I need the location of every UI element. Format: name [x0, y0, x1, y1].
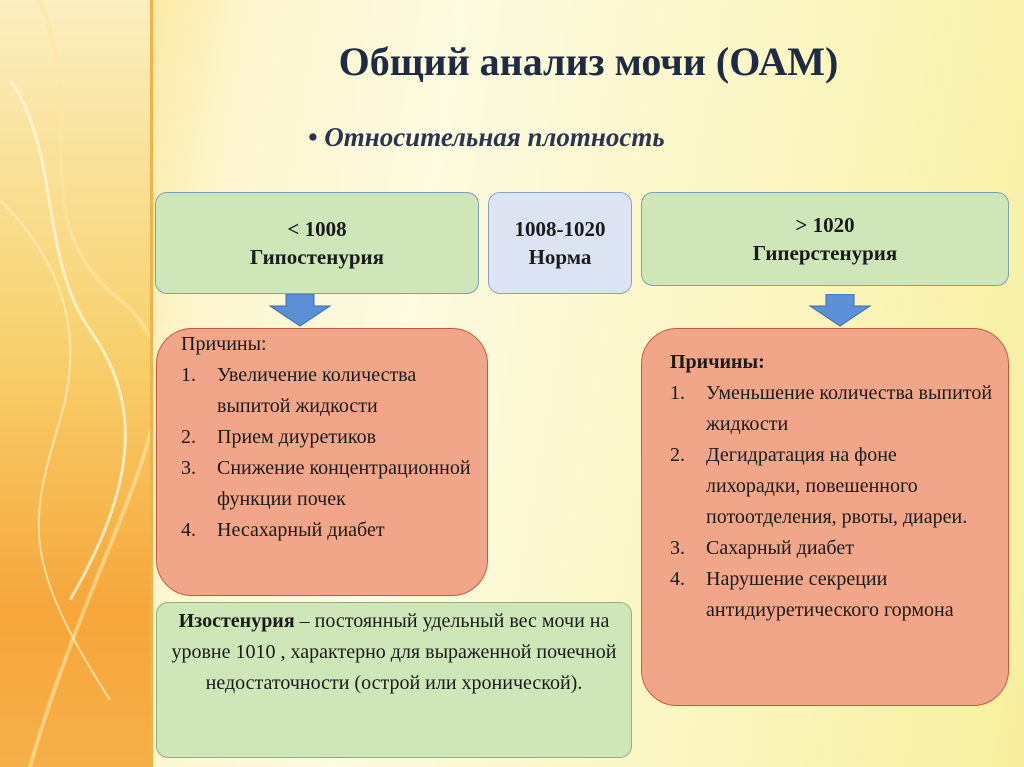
isosthenuria-box [156, 602, 632, 758]
list-item: 2. Прием диуретиков [181, 426, 377, 448]
down-arrow-icon [266, 294, 334, 328]
hyposthenuria-causes [156, 328, 488, 596]
hyposthenuria-label: Гипостенурия [250, 245, 384, 269]
norm-range: 1008-1020 [514, 217, 606, 241]
down-arrow-icon [806, 294, 874, 328]
hyposthenuria-box [155, 192, 479, 294]
list-item: 1. Увеличение количества выпитой жидкости [181, 364, 417, 417]
hypersthenuria-causes [641, 328, 1009, 706]
causes-heading: Причины: [670, 351, 765, 373]
list-item: 3. Снижение концентрационной функции почек [181, 457, 471, 510]
hypersthenuria-box [641, 192, 1009, 286]
divider-line [150, 0, 153, 767]
list-item: 1. Уменьшение количества выпитой жидкости [670, 382, 993, 435]
hypersthenuria-label: Гиперстенурия [752, 241, 898, 265]
norm-label: Норма [528, 245, 592, 269]
norm-box [488, 192, 632, 294]
list-item: 4. Несахарный диабет [181, 519, 385, 541]
causes-heading: Причины: [181, 333, 267, 355]
isosthenuria-term: Изостенурия [178, 610, 295, 632]
decorative-side-panel [0, 0, 150, 767]
causes-list [670, 378, 994, 626]
hypersthenuria-range: > 1020 [795, 213, 855, 237]
hyposthenuria-range: < 1008 [287, 217, 347, 241]
page-title: Общий анализ мочи (ОАМ) [338, 39, 839, 84]
list-item: 4. Нарушение секреции антидиуретического гормона [670, 568, 954, 621]
causes-list [181, 360, 477, 546]
list-item: 3. Сахарный диабет [670, 537, 854, 559]
isosthenuria-definition: – постоянный удельный вес мочи на уровне 1010 , характерно для выраженной почечной недостаточности (острой или хронической). [171, 610, 617, 694]
subtitle: • Относительная плотность [308, 122, 665, 152]
list-item: 2. Дегидратация на фоне лихорадки, повешенного потоотделения, рвоты, диареи. [670, 444, 968, 528]
